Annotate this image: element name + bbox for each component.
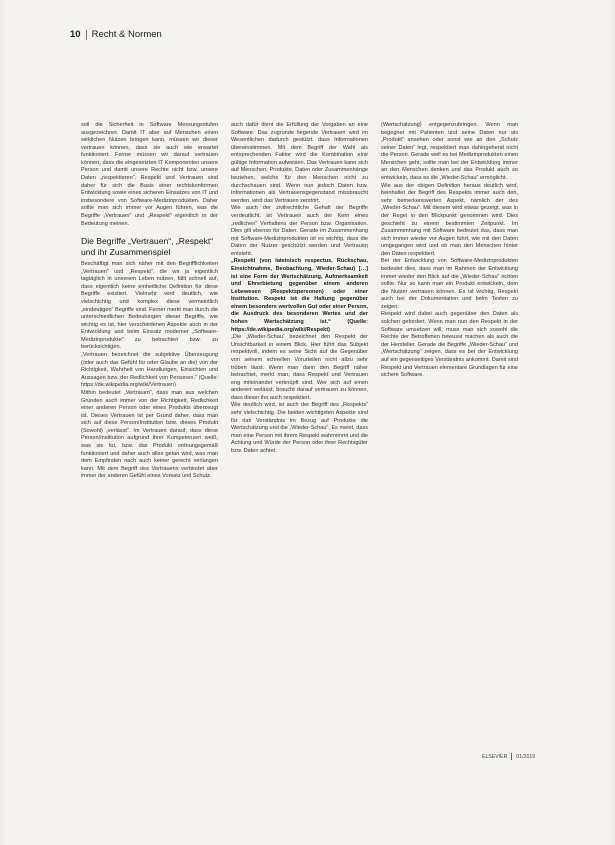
paragraph: (Wertschätzung) entgegenzubringen. Wenn man begegnet mit Patienten und seine Daten nur als „Produkt“ ansehen oder sonst wie an den „Schutz seiner Daten“ legt, respektiert man dahingehend nicht die Person. Gerade weil es bei Medizinprodukten einen Menschen geht, sollte man bei der Entwicklung immer an den Menschen denken und das Produkt auch so entwickeln, dass es die „Wieder-Schau“ ermöglicht. <box>381 122 518 182</box>
running-footer <box>482 753 535 760</box>
text-column-left <box>81 122 218 481</box>
paragraph: Wie deutlich wird, ist auch der Begriff des „Respekts“ sehr vielschichtig. Die beiden wichtigsten Aspekte sind für das Verständnis im Bezug auf Produkte die Wertschätzung und die „Wieder-Schau“. Es meint, dass man eine Person mit ihrem Respekt wahrnimmt und die Achtung und Würde der Person oder ihrer Rechtsgüter bzw. Daten achtet. <box>231 402 368 454</box>
page-number: 10 <box>70 29 81 40</box>
section-heading: Die Begriffe „Vertrauen“, „Respekt“ und ihr Zusammenspiel <box>81 236 214 257</box>
quote-paragraph: „Vertrauen bezeichnet die subjektive Überzeugung (oder auch das Gefühl für oder Glaube an die) von der Richtigkeit, Wahrheit von Handlungen, Einsichten und Aussagen bzw. der Redlichkeit von Personen.“ (Quelle: https://de.wikipedia.org/wiki/Vertrauen) <box>81 352 218 389</box>
text-column-right <box>381 122 518 380</box>
paragraph: Respekt wird dabei auch gegenüber den Daten als solchen gefordert. Wenn man nun den Respekt in der Software umsetzen will, muss man sich sowohl die Rechte der Betroffenen bewusst machen als auch die der Hersteller. Gerade die Begriffe „Wieder-Schau“ und „Wertschätzung“ zeigen, dass es bei der Entwicklung auf ein gegenseitiges Verständnis ankommt. Damit sind Respekt und Vertrauen elementare Grundlagen für eine sichere Software. <box>381 311 518 379</box>
footer-issue: 01/2019 <box>516 753 536 760</box>
text-column-middle <box>231 122 368 455</box>
footer-publication: ELSEVIER <box>482 753 508 760</box>
quote-paragraph: „Respekt (von lateinisch respectus, Rückschau, Einsichtnahme, Beobachtung, Wieder-Schau) […] ist eine Form der Wertschätzung, Aufmerksamkeit und Ehrerbietung gegenüber einem anderen Lebewesen (Respektspersonen) oder einer Institution. Respekt ist die Haltung gegenüber einem besonders wertvollen Gut oder einer Person, die Ausdruck des besonderen Wertes und der hohen Wertschätzung ist.“ (Quelle: https://de.wikipedia.org/wiki/Respekt) <box>231 258 368 333</box>
running-header <box>70 29 162 40</box>
paragraph: Beschäftigt man sich näher mit den Begrifflichkeiten „Vertrauen“ und „Respekt“, die wir ja eigentlich tagtäglich in unserem Leben nutzen, fällt schnell auf, dass eigentlich keine einheitliche Definition für diese Begriffe existiert. Vielmehr wird deutlich, wie vielschichtig und komplex diese vermeintlich „eindeutigen“ Begriffe sind. Ferner merkt man durch die unterschiedlichen Bedeutungen dieser Begriffe, wie wichtig es ist, hier verschiedenen Aspekte auch in der Entwicklung und beim Einsatz moderner „Software-Medizinprodukte“ zu betrachten bzw. zu berücksichtigen. <box>81 261 218 351</box>
section-title: Recht & Normen <box>91 29 162 40</box>
footer-divider <box>511 753 512 760</box>
header-divider <box>86 30 87 40</box>
paragraph: Mithin bedeutet „Vertrauen“, dass man aus welchen Gründen auch immer von der Richtigkeit, Redlichkeit einer anderen Person oder eines Produkts überzeugt ist. Dieses Vertrauen ist per Grund daher, dass man sich auf diese Person/Institution bzw. dieses Produkt (Sowohl) „verlässt“. Im Vertrauen darauf, dass diese Person/Institution aufgrund ihrer Kompetenzen weiß, was sie tut, bzw. das Produkt ordnungsgemäß funktioniert und daher auch alles getan wird, was man dem Empfinden nach auch keiner gerecht verlangen kann. Mit dem Begriff des Vertrauens verbindet aber immer der anderen Gefühl eines Vorsatz und Schutz. <box>81 389 218 480</box>
paragraph: auch dafür dient die Erfüllung der Vorgaben an eine Software. Das zugrunde liegende Vertrauen wird im Wesentlichen dadurch gestützt, dass Informationen übereinstimmen. Mit dem Begriff der Wahl als entsprechenden Faktor wird die Kombination eine gültige Information aufweisen. Das Vertrauen kann sich auf Menschen, Produkte, Daten oder Zusammenhänge beziehen, welche für den Menschen nicht zu durchschauen sind. Wenn nun jedoch Daten bzw. Informationen als Vertrauensgegenstand missbraucht werden, wird das Vertrauen zerstört. <box>231 122 368 204</box>
paragraph: „Die „Wieder-Schau“ bezeichnet den Respekt der Unsichtbarkeit in einem Blick. Hier führt das Subjekt respektvoll, indem es seine Sicht auf die Gegenüber von seinem schnellen Vorurteilen nicht allzu sehr trüben lässt. Wenn man dann den Begriff näher betrachtet, merkt man, dass Respekt und Vertrauen eng miteinander verknüpft sind. Wer sich auf einen anderen verlässt, braucht darauf vertrauen zu können, dass dieser ihn auch respektiert. <box>231 334 368 401</box>
paragraph: Wie auch der zivilrechtliche Gehalt der Begriffe verdeutlicht, ist Vertrauen auch der Kern eines „redlichen“ Verhaltens der Person bzw. Organisation. Dies gilt ebenso für Daten. Gerade im Zusammenhang mit Software-Medizinprodukten ist es wichtig, dass die Daten der Nutzer geschützt werden und Vertrauen entsteht. <box>231 205 368 257</box>
paragraph: Wie aus der obigen Definition heraus deutlich wird, beinhaltet der Begriff des Respekts immer auch den, sehr bemerkenswerten Aspekt, nämlich der des „Wieder-Schau“. Mit diesem wird etwas gezeigt, was in der Regel in den Blickpunkt genommen wird. Dies geschieht zu einem bestimmten Zeitpunkt. Im Zusammenhang mit Software bedeutet das, dass man sich immer wieder vor Augen führt, wie mit den Daten umgegangen wird und ob man den Menschen hinter den Daten respektiert. <box>381 182 518 257</box>
paragraph: soll die Sicherheit in Software Messungsstufen ausgezeichnet. Damit IT aber auf Menschen einen wirklichen Nutzen bringen kann, müssen wir dieser vertrauen können, dass sie auch wie erwartet funktioniert. Ferner müssen wir darauf vertrauen können, dass die eingesetzten IT Komponenten unsere Person und damit unsere Rechte nicht bzw. unsere Daten „respektieren“. Respekt und Vertrauen sind daher für sich die Basis einer rechtskonformen Entwicklung sowie eines sicheren Einsatzes von IT und insbesondere von Software-Medizinprodukten. Daher sollte man sich immer vor Augen führen, was die Begriffe „Vertrauen“ und „Respekt“ eigentlich in der Bedeutung meinen. <box>81 122 218 227</box>
paragraph: Bei der Entwicklung von Software-Medizinprodukten bedeutet dies, dass man im Rahmen der Entwicklung immer wieder den Blick auf die „Wieder-Schau“ richten sollte. Nur so kann man ein Produkt entwickeln, dem die Nutzer vertrauen können. Es ist wichtig, Respekt auch bei der Dokumentation und beim Testen zu zeigen. <box>381 258 518 310</box>
